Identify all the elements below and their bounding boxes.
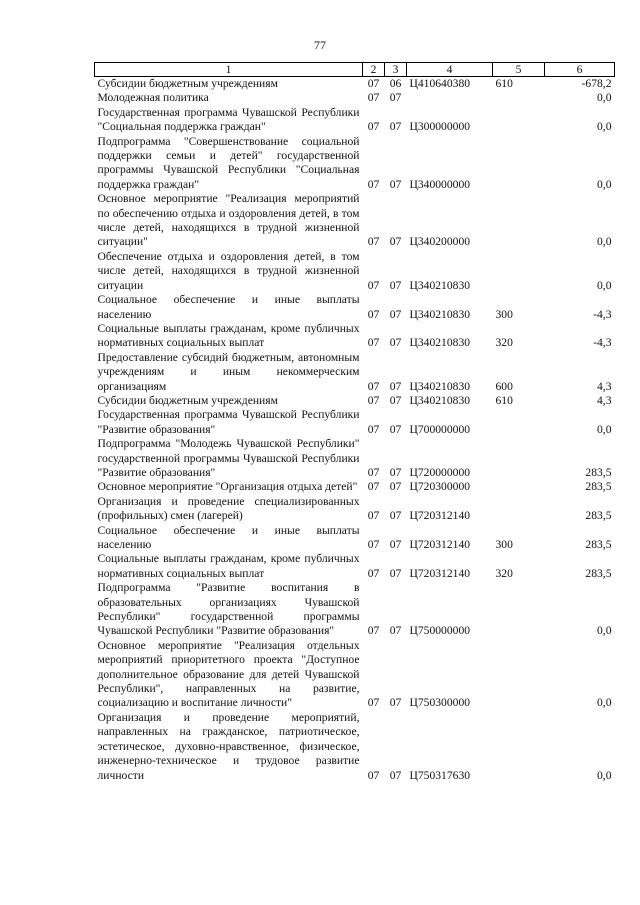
row-vr-cell	[493, 495, 545, 524]
row-name-cell: Социальное обеспечение и иные выплаты населению	[97, 293, 360, 321]
row-name-cell: Государственная программа Чувашской Республики "Социальная поддержка граждан"	[97, 105, 360, 134]
row-vr-cell: 320	[495, 336, 513, 350]
row-subsection-cell: 07	[389, 91, 402, 105]
row-subsection-cell: 07	[389, 307, 402, 321]
row-vr-cell	[493, 437, 545, 480]
row-vr-cell: 320	[495, 566, 513, 580]
table-row	[95, 639, 615, 711]
row-amount-cell: -4,3	[593, 336, 612, 350]
table-row	[95, 711, 615, 783]
row-csr-cell: Ц750317630	[409, 768, 471, 782]
row-vr-cell	[493, 106, 545, 135]
row-subsection-cell: 07	[389, 480, 402, 494]
row-csr-cell: Ц340000000	[409, 177, 471, 191]
table-row	[95, 106, 615, 135]
row-subsection-cell: 07	[389, 768, 402, 782]
row-amount-cell: -4,3	[593, 307, 612, 321]
row-csr-cell: Ц750300000	[409, 696, 471, 710]
row-vr-cell: 600	[495, 379, 513, 393]
row-csr-cell: Ц300000000	[409, 120, 471, 134]
row-vr-cell	[493, 408, 545, 437]
row-subsection-cell: 07	[389, 566, 402, 580]
row-section-cell: 07	[367, 235, 380, 249]
row-section-cell: 07	[367, 120, 380, 134]
row-subsection-cell: 07	[389, 235, 402, 249]
row-section-cell: 07	[367, 177, 380, 191]
row-amount-cell: 283,5	[585, 480, 612, 494]
table-row	[95, 437, 615, 480]
row-amount-cell: 0,0	[597, 278, 612, 292]
row-section-cell: 07	[367, 624, 380, 638]
row-csr-cell: Ц340210830	[409, 379, 471, 393]
row-amount-cell: 283,5	[585, 509, 612, 523]
row-csr-cell: Ц340210830	[409, 307, 471, 321]
row-amount-cell: 0,0	[597, 696, 612, 710]
column-header-amount: 6	[545, 63, 615, 77]
row-subsection-cell: 07	[389, 379, 402, 393]
row-amount-cell: 0,0	[597, 235, 612, 249]
row-csr-cell: Ц410640380	[409, 77, 471, 90]
row-subsection-cell: 07	[389, 509, 402, 523]
row-name-cell: Социальные выплаты гражданам, кроме публичных нормативных социальных выплат	[97, 321, 360, 350]
row-subsection-cell: 07	[389, 393, 402, 407]
row-section-cell: 07	[367, 91, 380, 105]
table-header-row	[95, 63, 615, 77]
row-subsection-cell: 07	[389, 336, 402, 350]
table-row	[95, 293, 615, 322]
row-csr-cell: Ц340210830	[409, 336, 471, 350]
table-row	[95, 524, 615, 553]
row-section-cell: 07	[367, 509, 380, 523]
row-vr-cell: 300	[495, 538, 513, 551]
table-row	[95, 77, 615, 92]
row-vr-cell	[493, 250, 545, 293]
row-csr-cell: Ц720312140	[409, 509, 471, 523]
row-amount-cell: 283,5	[585, 465, 612, 479]
row-name-cell: Социальные выплаты гражданам, кроме публичных нормативных социальных выплат	[97, 552, 360, 580]
table-row	[95, 408, 615, 437]
row-name-cell: Субсидии бюджетным учреждениям	[97, 77, 278, 90]
row-name-cell: Организация и проведение мероприятий, направленных на гражданское, патриотическое, эстетическое, духовно-нравственное, физическое, инженерно-техническое и трудовое развитие личности	[97, 710, 360, 782]
row-amount-cell: 0,0	[597, 120, 612, 134]
row-name-cell: Субсидии бюджетным учреждениям	[97, 393, 278, 407]
row-vr-cell: 610	[495, 393, 513, 407]
row-amount-cell: 0,0	[597, 768, 612, 782]
budget-table	[94, 62, 615, 783]
row-vr-cell	[493, 639, 545, 711]
row-name-cell: Подпрограмма "Совершенствование социальной поддержки семьи и детей" государственной программы Чувашской Республики "Социальная поддержка граждан"	[97, 134, 360, 191]
row-csr-cell: Ц720312140	[409, 566, 471, 580]
row-vr-cell	[493, 192, 545, 250]
row-amount-cell: 283,5	[585, 538, 612, 551]
row-csr-cell: Ц720000000	[409, 465, 471, 479]
row-section-cell: 07	[367, 465, 380, 479]
row-csr-cell: Ц720312140	[409, 538, 471, 551]
row-amount-cell: -678,2	[581, 77, 612, 90]
row-subsection-cell: 07	[389, 177, 402, 191]
row-amount-cell: 283,5	[585, 566, 612, 580]
page-number: 77	[314, 38, 326, 52]
row-amount-cell: 0,0	[597, 177, 612, 191]
row-amount-cell: 4,3	[597, 393, 612, 407]
row-name-cell: Предоставление субсидий бюджетным, автономным учреждениям и иным некоммерческим организациям	[97, 350, 360, 393]
table-row	[95, 552, 615, 581]
column-header-subsection: 3	[385, 63, 407, 77]
row-section-cell: 07	[367, 566, 380, 580]
row-section-cell: 07	[367, 379, 380, 393]
row-section-cell: 07	[367, 77, 380, 90]
row-name-cell: Основное мероприятие "Реализация отдельных мероприятий приоритетного проекта "Доступное дополнительное образование для детей Чувашской Республики", направленных на развитие, социализацию и воспитание личности"	[97, 638, 360, 710]
row-name-cell: Государственная программа Чувашской Республики "Развитие образования"	[97, 408, 360, 436]
row-section-cell: 07	[367, 768, 380, 782]
column-header-vr: 5	[493, 63, 545, 77]
row-section-cell: 07	[367, 480, 380, 494]
row-csr-cell: Ц340210830	[409, 393, 471, 407]
table-row	[95, 192, 615, 250]
row-amount-cell: 0,0	[597, 422, 612, 436]
row-subsection-cell: 07	[389, 624, 402, 638]
table-row	[95, 495, 615, 524]
row-vr-cell	[493, 135, 545, 193]
row-csr-cell	[407, 91, 493, 105]
table-row	[95, 351, 615, 394]
row-csr-cell: Ц720300000	[409, 480, 471, 494]
column-header-section: 2	[363, 63, 385, 77]
row-section-cell: 07	[367, 278, 380, 292]
row-vr-cell: 610	[495, 77, 513, 90]
row-subsection-cell: 07	[389, 422, 402, 436]
column-header-name: 1	[95, 63, 363, 77]
row-amount-cell: 0,0	[597, 624, 612, 638]
row-subsection-cell: 07	[389, 278, 402, 292]
row-csr-cell: Ц750000000	[409, 624, 471, 638]
table-row	[95, 394, 615, 408]
row-section-cell: 07	[367, 696, 380, 710]
row-csr-cell: Ц340200000	[409, 235, 471, 249]
row-name-cell: Молодежная политика	[97, 91, 209, 105]
row-subsection-cell: 07	[389, 538, 402, 551]
table-row	[95, 135, 615, 193]
row-name-cell: Обеспечение отдыха и оздоровления детей, в том числе детей, находящихся в трудной жизненной ситуации	[97, 249, 360, 292]
row-name-cell: Социальное обеспечение и иные выплаты населению	[97, 523, 360, 551]
table-row	[95, 91, 615, 105]
row-section-cell: 07	[367, 422, 380, 436]
row-name-cell: Подпрограмма "Развитие воспитания в образовательных организациях Чувашской Республики" государственной программы Чувашской Республики "Развитие образования"	[97, 581, 360, 638]
row-csr-cell: Ц700000000	[409, 422, 471, 436]
row-vr-cell	[493, 711, 545, 783]
row-vr-cell: 300	[495, 307, 513, 321]
row-vr-cell	[493, 581, 545, 639]
row-name-cell: Основное мероприятие "Реализация мероприятий по обеспечению отдыха и оздоровления детей, в том числе детей, находящихся в трудной жизненной ситуации"	[97, 192, 360, 249]
row-csr-cell: Ц340210830	[409, 278, 471, 292]
row-section-cell: 07	[367, 538, 380, 551]
row-name-cell: Основное мероприятие "Организация отдыха детей"	[97, 480, 358, 494]
table-row	[95, 250, 615, 293]
row-name-cell: Организация и проведение специализированных (профильных) смен (лагерей)	[97, 494, 360, 523]
row-vr-cell	[493, 480, 545, 494]
table-row	[95, 322, 615, 351]
row-amount-cell: 4,3	[597, 379, 612, 393]
column-header-csr: 4	[407, 63, 493, 77]
row-name-cell: Подпрограмма "Молодежь Чувашской Республики" государственной программы Чувашской Республики "Развитие образования"	[97, 437, 360, 479]
row-amount-cell: 0,0	[597, 91, 612, 105]
row-section-cell: 07	[367, 393, 380, 407]
row-section-cell: 07	[367, 307, 380, 321]
table-row	[95, 581, 615, 639]
table-row	[95, 480, 615, 494]
row-subsection-cell: 07	[389, 120, 402, 134]
row-vr-cell	[493, 91, 545, 105]
row-subsection-cell: 06	[389, 77, 402, 90]
row-section-cell: 07	[367, 336, 380, 350]
row-subsection-cell: 07	[389, 465, 402, 479]
row-subsection-cell: 07	[389, 696, 402, 710]
